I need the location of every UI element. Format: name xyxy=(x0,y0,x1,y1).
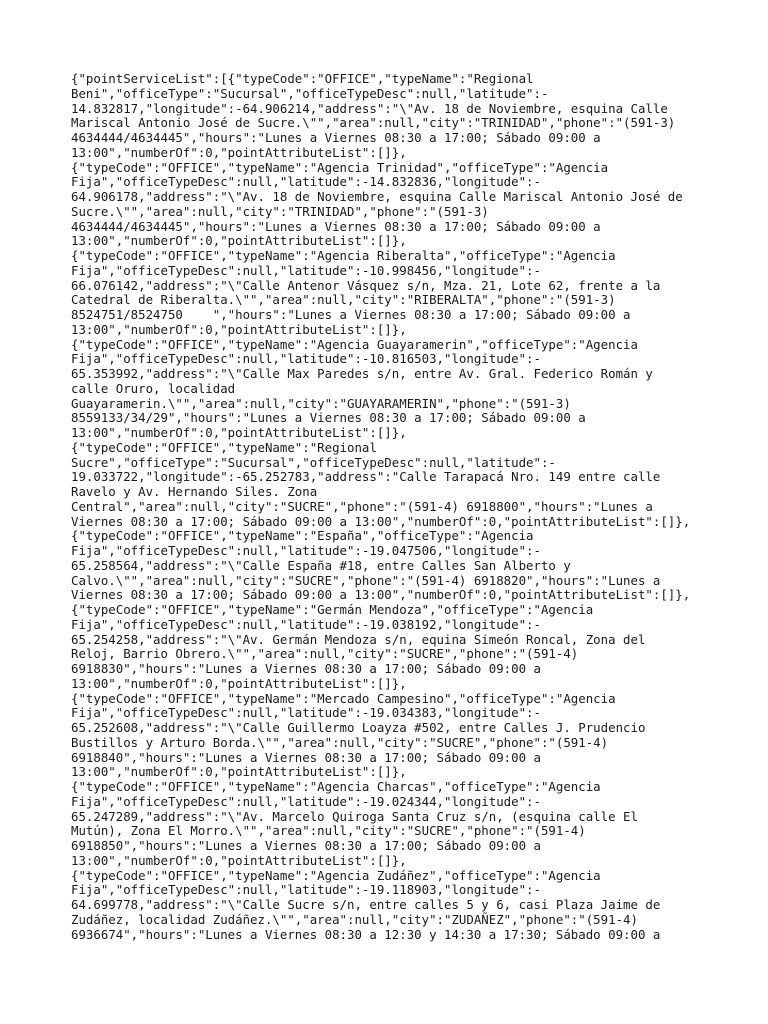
text-line: Mutún), Zona El Morro.\"","area":null,"city":"SUCRE","phone":"(591-4) xyxy=(71,823,586,839)
text-line: 6918840","hours":"Lunes a Viernes 08:30 a 17:00; Sábado 09:00 a xyxy=(71,749,541,765)
text-line: 65.247289,"address":"\"Av. Marcelo Quiroga Santa Cruz s/n, (esquina calle El xyxy=(71,808,638,824)
text-line: 6918830","hours":"Lunes a Viernes 08:30 a 17:00; Sábado 09:00 a xyxy=(71,661,541,676)
text-line: calle Oruro, localidad xyxy=(71,380,236,396)
text-line: Calvo.\"","area":null,"city":"SUCRE","phone":"(591-4) 6918820","hours":"Lunes a xyxy=(71,572,661,588)
text-line: 65.254258,"address":"\"Av. Germán Mendoza s/n, equina Simeón Roncal, Zona del xyxy=(71,631,646,647)
text-line: Fija","officeTypeDesc":null,"latitude":-14.832836,"longitude":- xyxy=(71,174,541,190)
text-line: Viernes 08:30 a 17:00; Sábado 09:00 a 13:00","numberOf":0,"pointAttributeList":[]}, xyxy=(71,513,691,529)
text-line: {"pointServiceList":[{"typeCode":"OFFICE","typeName":"Regional xyxy=(71,71,534,86)
text-line: Beni","officeType":"Sucursal","officeTypeDesc":null,"latitude":- xyxy=(71,85,549,101)
text-line: Sucre.\"","area":null,"city":"TRINIDAD","phone":"(591-3) xyxy=(71,203,489,219)
text-line: {"typeCode":"OFFICE","typeName":"España","officeType":"Agencia xyxy=(71,528,534,544)
text-line: 8524751/8524750 ","hours":"Lunes a Viernes 08:30 a 17:00; Sábado 09:00 a xyxy=(71,307,631,322)
text-line: Fija","officeTypeDesc":null,"latitude":-19.038192,"longitude":- xyxy=(71,616,541,632)
text-line: 64.699778,"address":"\"Calle Sucre s/n, entre calles 5 y 6, casi Plaza Jaime de xyxy=(71,897,661,912)
text-line: 13:00","numberOf":0,"pointAttributeList":[]}, xyxy=(71,852,407,868)
text-line: Fija","officeTypeDesc":null,"latitude":-19.118903,"longitude":- xyxy=(71,882,541,898)
text-line: {"typeCode":"OFFICE","typeName":"Agencia Zudáñez","officeType":"Agencia xyxy=(71,867,601,883)
text-line: 66.076142,"address":"\"Calle Antenor Vásquez s/n, Mza. 21, Lote 62, frente a la xyxy=(71,277,661,293)
text-line: {"typeCode":"OFFICE","typeName":"Mercado Campesino","officeType":"Agencia xyxy=(71,690,616,706)
text-line: Ravelo y Av. Hernando Siles. Zona xyxy=(71,484,318,499)
text-line: Fija","officeTypeDesc":null,"latitude":-19.024344,"longitude":- xyxy=(71,793,541,809)
text-line: 65.258564,"address":"\"Calle España #18, entre Calles San Alberto y xyxy=(71,557,571,573)
text-line: 13:00","numberOf":0,"pointAttributeList":[]}, xyxy=(71,425,407,440)
text-line: Central","area":null,"city":"SUCRE","phone":"(591-4) 6918800","hours":"Lunes a xyxy=(71,498,653,514)
text-line: Mariscal Antonio José de Sucre.\"","area":null,"city":"TRINIDAD","phone":"(591-3) xyxy=(71,115,676,131)
text-line: Sucre","officeType":"Sucursal","officeTypeDesc":null,"latitude":- xyxy=(71,454,556,470)
text-line: 13:00","numberOf":0,"pointAttributeList":[]}, xyxy=(71,321,407,337)
text-line: {"typeCode":"OFFICE","typeName":"Regional xyxy=(71,439,377,455)
text-line: 19.033722,"longitude":-65.252783,"address":"Calle Tarapacá Nro. 149 entre calle xyxy=(71,469,661,485)
text-line: 6936674","hours":"Lunes a Viernes 08:30 a 12:30 y 14:30 a 17:30; Sábado 09:00 a xyxy=(71,926,661,942)
text-line: 13:00","numberOf":0,"pointAttributeList":[]}, xyxy=(71,764,407,780)
text-line: {"typeCode":"OFFICE","typeName":"Germán Mendoza","officeType":"Agencia xyxy=(71,602,594,617)
text-line: Fija","officeTypeDesc":null,"latitude":-10.816503,"longitude":- xyxy=(71,351,541,367)
text-line: Bustillos y Arturo Borda.\"","area":null,"city":"SUCRE","phone":"(591-4) xyxy=(71,734,609,750)
json-text-block xyxy=(71,72,701,942)
text-line: 4634444/4634445","hours":"Lunes a Viernes 08:30 a 17:00; Sábado 09:00 a xyxy=(71,130,601,145)
text-line: Zudáñez, localidad Zudáñez.\"","area":null,"city":"ZUDAÑEZ","phone":"(591-4) xyxy=(71,911,638,927)
text-line: Fija","officeTypeDesc":null,"latitude":-10.998456,"longitude":- xyxy=(71,262,541,278)
text-line: 4634444/4634445","hours":"Lunes a Viernes 08:30 a 17:00; Sábado 09:00 a xyxy=(71,218,601,234)
text-line: Viernes 08:30 a 17:00; Sábado 09:00 a 13:00","numberOf":0,"pointAttributeList":[]}, xyxy=(71,587,691,603)
text-line: 65.353992,"address":"\"Calle Max Paredes s/n, entre Av. Gral. Federico Román y xyxy=(71,366,653,381)
text-line: Catedral de Riberalta.\"","area":null,"city":"RIBERALTA","phone":"(591-3) xyxy=(71,292,616,308)
text-line: 13:00","numberOf":0,"pointAttributeList":[]}, xyxy=(71,233,407,249)
text-line: {"typeCode":"OFFICE","typeName":"Agencia Guayaramerin","officeType":"Agencia xyxy=(71,336,638,352)
text-line: 13:00","numberOf":0,"pointAttributeList":[]}, xyxy=(71,675,407,691)
text-line: Guayaramerin.\"","area":null,"city":"GUAYARAMERIN","phone":"(591-3) xyxy=(71,395,571,411)
text-line: 64.906178,"address":"\"Av. 18 de Noviembre, esquina Calle Mariscal Antonio José de xyxy=(71,189,683,204)
text-line: Reloj, Barrio Obrero.\"","area":null,"city":"SUCRE","phone":"(591-4) xyxy=(71,646,579,662)
text-line: 14.832817,"longitude":-64.906214,"address":"\"Av. 18 de Noviembre, esquina Calle xyxy=(71,100,668,116)
text-line: 8559133/34/29","hours":"Lunes a Viernes 08:30 a 17:00; Sábado 09:00 a xyxy=(71,410,586,426)
text-line: {"typeCode":"OFFICE","typeName":"Agencia Charcas","officeType":"Agencia xyxy=(71,779,601,794)
text-line: 13:00","numberOf":0,"pointAttributeList":[]}, xyxy=(71,144,407,160)
text-line: Fija","officeTypeDesc":null,"latitude":-19.047506,"longitude":- xyxy=(71,543,541,558)
text-line: 65.252608,"address":"\"Calle Guillermo Loayza #502, entre Calles J. Prudencio xyxy=(71,720,646,735)
text-line: Fija","officeTypeDesc":null,"latitude":-19.034383,"longitude":- xyxy=(71,705,541,721)
text-line: {"typeCode":"OFFICE","typeName":"Agencia Riberalta","officeType":"Agencia xyxy=(71,248,616,263)
text-line: {"typeCode":"OFFICE","typeName":"Agencia Trinidad","officeType":"Agencia xyxy=(71,159,609,175)
text-line: 6918850","hours":"Lunes a Viernes 08:30 a 17:00; Sábado 09:00 a xyxy=(71,838,541,853)
